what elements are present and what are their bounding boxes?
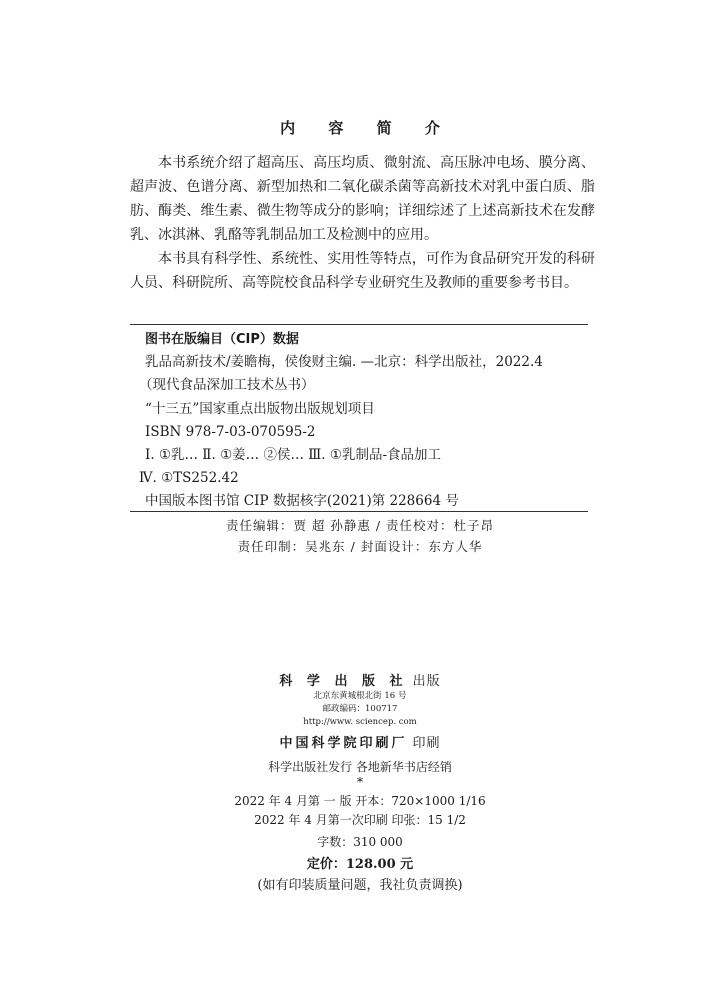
quality-notice: (如有印装质量问题，我社负责调换) (257, 878, 463, 893)
publisher-address: 北京东黄城根北街 16 号 (313, 691, 407, 701)
printer-suffix: 印刷 (412, 736, 441, 751)
cip-project-line: “十三五”国家重点出版物出版规划项目 (145, 400, 375, 417)
summary-paragraph-1: 本书系统介绍了超高压、高压均质、微射流、高压脉冲电场、膜分离、超声波、色谱分离、新型加热和二氧化碳杀菌等高新技术对乳中蛋白质、脂肪、酶类、维生素、微生物等成分的影响；详细综述了上述高新技术在发酵乳、冰淇淋、乳酪等乳制品加工及检测中的应用。 (130, 155, 595, 243)
cip-isbn-line: ISBN 978-7-03-070595-2 (145, 423, 316, 440)
cip-classification-number: Ⅳ. ①TS252.42 (139, 470, 239, 487)
publisher-suffix: 出版 (412, 674, 441, 689)
printing-line: 2022 年 4 月第一次印刷 印张：15 1/2 (254, 813, 466, 827)
publisher-name: 科 学 出 版 社 (279, 674, 408, 689)
distribution-line: 科学出版社发行 各地新华书店经销 (268, 760, 452, 774)
publisher-postcode: 邮政编码：100717 (322, 704, 398, 714)
cip-title: 图书在版编目（CIP）数据 (145, 332, 299, 347)
separator-asterisk: * (357, 775, 363, 789)
summary-body (130, 151, 595, 295)
price: 定价：128.00 元 (306, 857, 414, 872)
cip-bottom-rule (130, 511, 588, 512)
cip-record-number: 中国版本图书馆 CIP 数据核字(2021)第 228664 号 (145, 493, 459, 510)
edition-line: 2022 年 4 月第 一 版 开本：720×1000 1/16 (234, 794, 486, 808)
publisher-line (0, 670, 720, 689)
cip-block (139, 328, 585, 514)
printer-line (0, 732, 720, 751)
cip-top-rule (130, 324, 588, 325)
credits-production: 责任印制：吴兆东 / 封面设计：东方人华 (237, 539, 483, 554)
summary-heading: 内 容 简 介 (280, 119, 454, 137)
credits-editors: 责任编辑：贾 超 孙静惠 / 责任校对：杜子昂 (225, 518, 495, 533)
word-count: 字数：310 000 (317, 835, 403, 849)
summary-paragraph-2: 本书具有科学性、系统性、实用性等特点，可作为食品研究开发的科研人员、科研院所、高等院校食品科学专业研究生及教师的重要参考书目。 (130, 251, 595, 291)
cip-classification-line: Ⅰ. ①乳… Ⅱ. ①姜… ②侯… Ⅲ. ①乳制品-食品加工 (145, 447, 442, 464)
cip-series-line: （现代食品深加工技术丛书） (139, 377, 315, 394)
cip-title-line: 乳品高新技术/姜瞻梅，侯俊财主编. —北京：科学出版社，2022.4 (145, 354, 543, 371)
publisher-website: http://www. sciencep. com (303, 717, 417, 727)
printer-name: 中国科学院印刷厂 (279, 736, 408, 751)
